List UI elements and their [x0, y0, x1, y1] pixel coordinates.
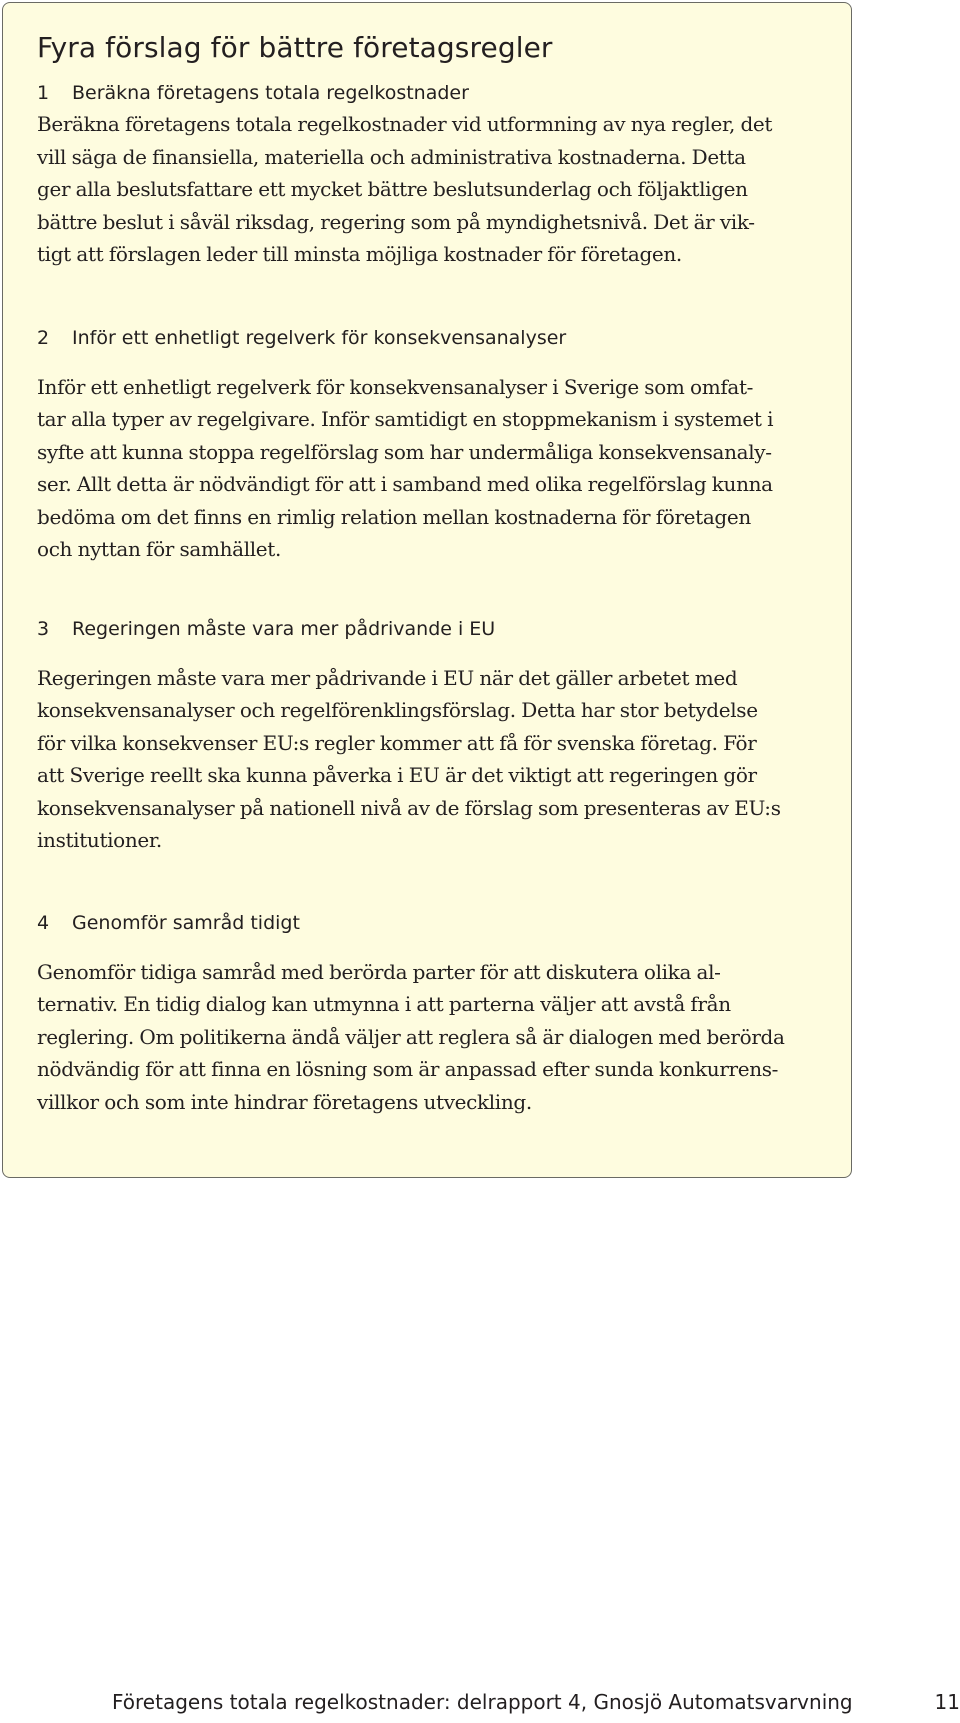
text-line: att Sverige reellt ska kunna påverka i EU är det viktigt att regeringen gör	[37, 763, 757, 787]
text-line: ternativ. En tidig dialog kan utmynna i att parterna väljer att avstå från	[37, 992, 731, 1016]
section-body	[37, 956, 819, 1119]
text-line: syfte att kunna stoppa regelförslag som har undermåliga konsekvensanaly-	[37, 439, 772, 464]
section-2	[37, 327, 819, 566]
text-line: bättre beslut i såväl riksdag, regering som på myndighetsnivå. Det är vik-	[37, 209, 755, 234]
section-number: 2	[37, 326, 50, 349]
section-heading-text: Inför ett enhetligt regelverk för konsekvensanalyser	[72, 326, 567, 349]
text-line: bedöma om det finns en rimlig relation mellan kostnaderna för företagen	[37, 504, 751, 529]
section-body	[37, 371, 819, 566]
text-line: institutioner.	[37, 828, 162, 852]
text-line: konsekvensanalyser och regelförenklingsförslag. Detta har stor betydelse	[37, 698, 758, 722]
section-number: 4	[37, 911, 50, 934]
text-line: vill säga de finansiella, materiella och administrativa kostnaderna. Detta	[37, 144, 746, 169]
text-line: nödvändig för att finna en lösning som är anpassad efter sunda konkurrens-	[37, 1057, 779, 1081]
text-line: och nyttan för samhället.	[37, 537, 281, 561]
section-3	[37, 618, 819, 857]
section-heading	[37, 82, 819, 104]
page-number: 11	[934, 1690, 960, 1714]
section-1	[37, 82, 819, 271]
text-line: villkor och som inte hindrar företagens utveckling.	[37, 1089, 532, 1114]
text-line: Beräkna företagens totala regelkostnader vid utformning av nya regler, det	[37, 112, 773, 136]
text-line: ger alla beslutsfattare ett mycket bättre beslutsunderlag och följaktligen	[37, 177, 748, 201]
section-heading-text: Genomför samråd tidigt	[72, 911, 300, 934]
section-number: 1	[37, 82, 50, 104]
section-heading-text: Regeringen måste vara mer pådrivande i EU	[72, 617, 496, 640]
section-heading	[37, 327, 819, 349]
section-heading-text: Beräkna företagens totala regelkostnader	[72, 82, 469, 104]
text-line: Genomför tidiga samråd med berörda parter för att diskutera olika al-	[37, 959, 721, 984]
text-line: för vilka konsekvenser EU:s regler kommer att få för svenska företag. För	[37, 730, 757, 755]
text-line: tar alla typer av regelgivare. Inför samtidigt en stoppmekanism i systemet i	[37, 407, 774, 431]
text-line: Regeringen måste vara mer pådrivande i EU när det gäller arbetet med	[37, 665, 738, 690]
section-number: 3	[37, 617, 50, 640]
proposals-box	[2, 2, 852, 1178]
text-line: konsekvensanalyser på nationell nivå av de förslag som presenteras av EU:s	[37, 795, 781, 820]
section-body	[37, 108, 819, 271]
section-heading	[37, 618, 819, 640]
text-line: ser. Allt detta är nödvändigt för att i samband med olika regelförslag kunna	[37, 472, 773, 496]
text-line: tigt att förslagen leder till minsta möjliga kostnader för företagen.	[37, 242, 682, 266]
box-title: Fyra förslag för bättre företagsregler	[37, 31, 553, 64]
section-4	[37, 912, 819, 1119]
page-footer	[112, 1690, 960, 1714]
section-body	[37, 662, 819, 857]
text-line: Inför ett enhetligt regelverk för konsekvensanalyser i Sverige som omfat-	[37, 374, 754, 399]
text-line: reglering. Om politikerna ändå väljer att reglera så är dialogen med berörda	[37, 1024, 785, 1049]
section-heading	[37, 912, 819, 934]
footer-text: Företagens totala regelkostnader: delrapport 4, Gnosjö Automatsvarvning	[112, 1690, 853, 1714]
